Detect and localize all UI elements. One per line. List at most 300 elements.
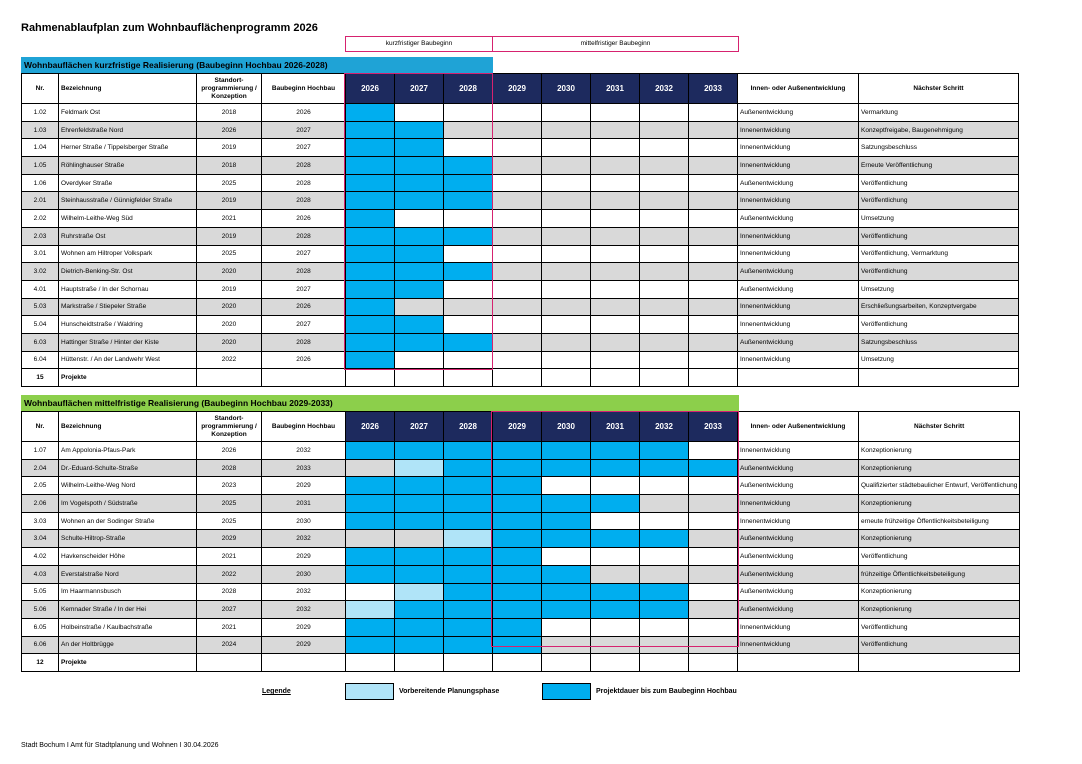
project-count-label: Projekte bbox=[59, 654, 197, 672]
row-next-step: Veröffentlichung bbox=[859, 636, 1020, 654]
summary-empty-cell bbox=[640, 654, 689, 672]
timeline-cell bbox=[640, 459, 689, 477]
row-next-step: Veröffentlichung bbox=[859, 263, 1019, 281]
row-entwicklung: Außenentwicklung bbox=[738, 333, 859, 351]
timeline-cell bbox=[640, 530, 689, 548]
row-entwicklung: Außenentwicklung bbox=[738, 548, 859, 566]
timeline-cell bbox=[591, 530, 640, 548]
table-row bbox=[22, 459, 1020, 477]
row-next-step: Vermarktung bbox=[859, 104, 1019, 122]
timeline-cell bbox=[444, 210, 493, 228]
row-konzeption: 2021 bbox=[197, 210, 262, 228]
row-next-step: Veröffentlichung bbox=[859, 316, 1019, 334]
table-row bbox=[22, 298, 1019, 316]
summary-empty-cell bbox=[197, 369, 262, 387]
timeline-cell bbox=[542, 459, 591, 477]
timeline-cell bbox=[346, 351, 395, 369]
header-year: 2026 bbox=[346, 412, 395, 442]
header-year: 2028 bbox=[444, 74, 493, 104]
timeline-cell bbox=[591, 316, 640, 334]
row-baubeginn: 2033 bbox=[262, 459, 346, 477]
row-konzeption: 2021 bbox=[197, 548, 262, 566]
timeline-cell bbox=[591, 583, 640, 601]
timeline-cell bbox=[395, 121, 444, 139]
timeline-cell bbox=[444, 263, 493, 281]
timeline-cell bbox=[591, 351, 640, 369]
timeline-cell bbox=[542, 548, 591, 566]
timeline-cell bbox=[689, 210, 738, 228]
timeline-cell bbox=[591, 477, 640, 495]
row-next-step: Konzeptionierung bbox=[859, 583, 1020, 601]
row-entwicklung: Außenentwicklung bbox=[738, 601, 859, 619]
row-konzeption: 2020 bbox=[197, 298, 262, 316]
legend-title: Legende bbox=[262, 688, 291, 695]
table-row bbox=[22, 565, 1020, 583]
row-nr: 1.02 bbox=[22, 104, 59, 122]
timeline-cell bbox=[444, 316, 493, 334]
table-row bbox=[22, 104, 1019, 122]
row-next-step: Veröffentlichung, Vermarktung bbox=[859, 245, 1019, 263]
timeline-cell bbox=[395, 280, 444, 298]
row-nr: 2.01 bbox=[22, 192, 59, 210]
timeline-cell bbox=[346, 316, 395, 334]
row-entwicklung: Außenentwicklung bbox=[738, 459, 859, 477]
summary-empty-cell bbox=[640, 369, 689, 387]
mid-section-title: Wohnbauflächen mittelfristige Realisierung (Baubeginn Hochbau 2029-2033) bbox=[21, 395, 739, 411]
timeline-cell bbox=[542, 121, 591, 139]
timeline-cell bbox=[493, 245, 542, 263]
row-konzeption: 2029 bbox=[197, 530, 262, 548]
row-name: Im Haarmannsbusch bbox=[59, 583, 197, 601]
row-baubeginn: 2026 bbox=[262, 298, 346, 316]
row-next-step: Veröffentlichung bbox=[859, 174, 1019, 192]
header-year: 2029 bbox=[493, 74, 542, 104]
timeline-cell bbox=[395, 477, 444, 495]
timeline-cell bbox=[395, 548, 444, 566]
timeline-cell bbox=[542, 351, 591, 369]
timeline-cell bbox=[493, 512, 542, 530]
row-nr: 1.07 bbox=[22, 442, 59, 460]
timeline-cell bbox=[493, 477, 542, 495]
timeline-cell bbox=[640, 139, 689, 157]
timeline-cell bbox=[346, 618, 395, 636]
row-nr: 3.01 bbox=[22, 245, 59, 263]
row-konzeption: 2019 bbox=[197, 280, 262, 298]
timeline-cell bbox=[493, 495, 542, 513]
row-name: Wilhelm-Leithe-Weg Nord bbox=[59, 477, 197, 495]
row-nr: 4.01 bbox=[22, 280, 59, 298]
timeline-cell bbox=[640, 280, 689, 298]
summary-empty-cell bbox=[738, 369, 859, 387]
row-name: Kemnader Straße / In der Hei bbox=[59, 601, 197, 619]
timeline-cell bbox=[346, 636, 395, 654]
timeline-cell bbox=[542, 104, 591, 122]
row-entwicklung: Außenentwicklung bbox=[738, 477, 859, 495]
timeline-cell bbox=[493, 280, 542, 298]
timeline-cell bbox=[689, 477, 738, 495]
timeline-cell bbox=[493, 192, 542, 210]
timeline-cell bbox=[493, 351, 542, 369]
timeline-cell bbox=[542, 565, 591, 583]
timeline-cell bbox=[542, 530, 591, 548]
row-konzeption: 2026 bbox=[197, 121, 262, 139]
timeline-cell bbox=[346, 333, 395, 351]
timeline-cell bbox=[444, 121, 493, 139]
row-next-step: Konzeptionierung bbox=[859, 601, 1020, 619]
timeline-cell bbox=[493, 583, 542, 601]
row-baubeginn: 2027 bbox=[262, 245, 346, 263]
timeline-cell bbox=[542, 245, 591, 263]
row-baubeginn: 2030 bbox=[262, 565, 346, 583]
row-entwicklung: Innenentwicklung bbox=[738, 245, 859, 263]
timeline-cell bbox=[689, 583, 738, 601]
timeline-cell bbox=[346, 157, 395, 175]
table-row bbox=[22, 495, 1020, 513]
row-next-step: Konzeptfreigabe, Baugenehmigung bbox=[859, 121, 1019, 139]
row-konzeption: 2018 bbox=[197, 157, 262, 175]
timeline-cell bbox=[346, 495, 395, 513]
mid-term-legend: mittelfristiger Baubeginn bbox=[492, 36, 739, 52]
timeline-cell bbox=[591, 227, 640, 245]
timeline-cell bbox=[689, 333, 738, 351]
timeline-cell bbox=[493, 459, 542, 477]
timeline-cell bbox=[346, 280, 395, 298]
timeline-cell bbox=[395, 104, 444, 122]
row-entwicklung: Innenentwicklung bbox=[738, 618, 859, 636]
timeline-cell bbox=[346, 565, 395, 583]
row-baubeginn: 2029 bbox=[262, 636, 346, 654]
timeline-cell bbox=[689, 442, 738, 460]
table-row bbox=[22, 316, 1019, 334]
timeline-cell bbox=[591, 245, 640, 263]
row-nr: 6.03 bbox=[22, 333, 59, 351]
timeline-cell bbox=[542, 512, 591, 530]
table-row bbox=[22, 601, 1020, 619]
row-baubeginn: 2032 bbox=[262, 601, 346, 619]
timeline-cell bbox=[395, 459, 444, 477]
timeline-cell bbox=[689, 601, 738, 619]
timeline-cell bbox=[346, 227, 395, 245]
timeline-cell bbox=[640, 583, 689, 601]
row-name: Herner Straße / Tippelsberger Straße bbox=[59, 139, 197, 157]
row-next-step: Veröffentlichung bbox=[859, 227, 1019, 245]
legend-full-label: Projektdauer bis zum Baubeginn Hochbau bbox=[596, 688, 737, 695]
row-next-step: Erneute Veröffentlichung bbox=[859, 157, 1019, 175]
timeline-cell bbox=[444, 477, 493, 495]
timeline-cell bbox=[395, 245, 444, 263]
row-next-step: Satzungsbeschluss bbox=[859, 333, 1019, 351]
timeline-cell bbox=[640, 618, 689, 636]
summary-empty-cell bbox=[738, 654, 859, 672]
row-name: Dietrich-Benking-Str. Ost bbox=[59, 263, 197, 281]
timeline-cell bbox=[689, 512, 738, 530]
timeline-cell bbox=[493, 104, 542, 122]
row-nr: 1.04 bbox=[22, 139, 59, 157]
summary-empty-cell bbox=[542, 654, 591, 672]
row-nr: 4.03 bbox=[22, 565, 59, 583]
project-count-label: Projekte bbox=[59, 369, 197, 387]
table-row bbox=[22, 548, 1020, 566]
row-konzeption: 2019 bbox=[197, 139, 262, 157]
row-baubeginn: 2032 bbox=[262, 530, 346, 548]
timeline-cell bbox=[689, 351, 738, 369]
timeline-cell bbox=[444, 157, 493, 175]
timeline-cell bbox=[542, 227, 591, 245]
row-name: Hunscheidtstraße / Waldring bbox=[59, 316, 197, 334]
table-row bbox=[22, 280, 1019, 298]
row-nr: 3.02 bbox=[22, 263, 59, 281]
row-baubeginn: 2028 bbox=[262, 157, 346, 175]
row-baubeginn: 2027 bbox=[262, 280, 346, 298]
row-baubeginn: 2031 bbox=[262, 495, 346, 513]
summary-empty-cell bbox=[346, 654, 395, 672]
timeline-cell bbox=[444, 565, 493, 583]
timeline-cell bbox=[689, 121, 738, 139]
timeline-cell bbox=[689, 280, 738, 298]
header-year: 2032 bbox=[640, 412, 689, 442]
header-year: 2031 bbox=[591, 412, 640, 442]
timeline-cell bbox=[689, 263, 738, 281]
header-year: 2026 bbox=[346, 74, 395, 104]
row-name: Feldmark Ost bbox=[59, 104, 197, 122]
timeline-cell bbox=[542, 210, 591, 228]
project-count: 12 bbox=[22, 654, 59, 672]
row-nr: 5.04 bbox=[22, 316, 59, 334]
timeline-cell bbox=[493, 565, 542, 583]
row-name: Steinhausstraße / Günnigfelder Straße bbox=[59, 192, 197, 210]
row-konzeption: 2022 bbox=[197, 565, 262, 583]
timeline-cell bbox=[542, 333, 591, 351]
timeline-cell bbox=[689, 530, 738, 548]
timeline-cell bbox=[395, 139, 444, 157]
timeline-cell bbox=[346, 104, 395, 122]
timeline-cell bbox=[640, 565, 689, 583]
timeline-cell bbox=[542, 618, 591, 636]
row-baubeginn: 2027 bbox=[262, 316, 346, 334]
row-nr: 6.05 bbox=[22, 618, 59, 636]
row-name: Röhlinghauser Straße bbox=[59, 157, 197, 175]
row-nr: 5.03 bbox=[22, 298, 59, 316]
table-row bbox=[22, 210, 1019, 228]
row-entwicklung: Innenentwicklung bbox=[738, 298, 859, 316]
timeline-cell bbox=[444, 280, 493, 298]
row-nr: 2.02 bbox=[22, 210, 59, 228]
row-baubeginn: 2029 bbox=[262, 618, 346, 636]
row-baubeginn: 2028 bbox=[262, 263, 346, 281]
timeline-cell bbox=[542, 157, 591, 175]
timeline-cell bbox=[640, 601, 689, 619]
timeline-cell bbox=[591, 618, 640, 636]
row-name: Havkenscheider Höhe bbox=[59, 548, 197, 566]
timeline-cell bbox=[542, 477, 591, 495]
row-name: Holbeinstraße / Kaulbachstraße bbox=[59, 618, 197, 636]
row-next-step: Konzeptionierung bbox=[859, 442, 1020, 460]
row-entwicklung: Innenentwicklung bbox=[738, 157, 859, 175]
row-entwicklung: Außenentwicklung bbox=[738, 583, 859, 601]
timeline-cell bbox=[591, 601, 640, 619]
row-name: Markstraße / Stiepeler Straße bbox=[59, 298, 197, 316]
header-year: 2030 bbox=[542, 412, 591, 442]
timeline-cell bbox=[493, 263, 542, 281]
timeline-cell bbox=[346, 459, 395, 477]
table-row bbox=[22, 157, 1019, 175]
timeline-cell bbox=[542, 601, 591, 619]
timeline-cell bbox=[444, 495, 493, 513]
timeline-cell bbox=[444, 333, 493, 351]
timeline-cell bbox=[689, 174, 738, 192]
timeline-cell bbox=[395, 333, 444, 351]
timeline-cell bbox=[689, 548, 738, 566]
timeline-cell bbox=[591, 298, 640, 316]
timeline-cell bbox=[640, 227, 689, 245]
row-entwicklung: Innenentwicklung bbox=[738, 121, 859, 139]
timeline-cell bbox=[395, 351, 444, 369]
row-name: Wohnen an der Sodinger Straße bbox=[59, 512, 197, 530]
table-row bbox=[22, 618, 1020, 636]
row-baubeginn: 2026 bbox=[262, 104, 346, 122]
table-row bbox=[22, 477, 1020, 495]
summary-empty-cell bbox=[197, 654, 262, 672]
timeline-cell bbox=[689, 565, 738, 583]
timeline-cell bbox=[444, 227, 493, 245]
timeline-cell bbox=[542, 316, 591, 334]
timeline-cell bbox=[493, 530, 542, 548]
table-row bbox=[22, 174, 1019, 192]
timeline-cell bbox=[591, 121, 640, 139]
header-year: 2030 bbox=[542, 74, 591, 104]
timeline-cell bbox=[493, 298, 542, 316]
timeline-cell bbox=[493, 548, 542, 566]
row-name: Am Appolonia-Pfaus-Park bbox=[59, 442, 197, 460]
row-konzeption: 2027 bbox=[197, 601, 262, 619]
short-section-title: Wohnbauflächen kurzfristige Realisierung (Baubeginn Hochbau 2026-2028) bbox=[21, 57, 493, 73]
row-nr: 4.02 bbox=[22, 548, 59, 566]
row-next-step: Konzeptionierung bbox=[859, 459, 1020, 477]
timeline-cell bbox=[493, 121, 542, 139]
timeline-cell bbox=[640, 157, 689, 175]
timeline-cell bbox=[640, 333, 689, 351]
short-term-legend: kurzfristiger Baubeginn bbox=[345, 36, 493, 52]
timeline-cell bbox=[640, 210, 689, 228]
header-year: 2027 bbox=[395, 412, 444, 442]
timeline-cell bbox=[640, 495, 689, 513]
row-nr: 3.04 bbox=[22, 530, 59, 548]
timeline-cell bbox=[395, 601, 444, 619]
row-entwicklung: Innenentwicklung bbox=[738, 636, 859, 654]
timeline-cell bbox=[542, 174, 591, 192]
row-entwicklung: Innenentwicklung bbox=[738, 442, 859, 460]
timeline-cell bbox=[493, 333, 542, 351]
timeline-cell bbox=[346, 139, 395, 157]
header-name: Bezeichnung bbox=[59, 412, 197, 442]
row-baubeginn: 2029 bbox=[262, 548, 346, 566]
row-next-step: Qualifizierter städtebaulicher Entwurf, Veröffentlichung bbox=[859, 477, 1020, 495]
row-next-step: Satzungsbeschluss bbox=[859, 139, 1019, 157]
header-row bbox=[22, 412, 1020, 442]
row-nr: 5.06 bbox=[22, 601, 59, 619]
row-konzeption: 2025 bbox=[197, 495, 262, 513]
timeline-cell bbox=[395, 530, 444, 548]
timeline-cell bbox=[689, 157, 738, 175]
row-konzeption: 2019 bbox=[197, 227, 262, 245]
row-konzeption: 2024 bbox=[197, 636, 262, 654]
timeline-cell bbox=[444, 512, 493, 530]
row-konzeption: 2028 bbox=[197, 459, 262, 477]
row-entwicklung: Innenentwicklung bbox=[738, 316, 859, 334]
timeline-cell bbox=[493, 316, 542, 334]
timeline-cell bbox=[493, 227, 542, 245]
timeline-cell bbox=[493, 618, 542, 636]
timeline-cell bbox=[591, 565, 640, 583]
row-konzeption: 2020 bbox=[197, 316, 262, 334]
summary-empty-cell bbox=[591, 369, 640, 387]
header-nr: Nr. bbox=[22, 412, 59, 442]
timeline-cell bbox=[542, 280, 591, 298]
table-row bbox=[22, 442, 1020, 460]
timeline-cell bbox=[444, 139, 493, 157]
timeline-cell bbox=[395, 157, 444, 175]
summary-empty-cell bbox=[542, 369, 591, 387]
row-baubeginn: 2028 bbox=[262, 192, 346, 210]
timeline-cell bbox=[689, 459, 738, 477]
row-entwicklung: Innenentwicklung bbox=[738, 192, 859, 210]
timeline-cell bbox=[689, 245, 738, 263]
timeline-cell bbox=[444, 442, 493, 460]
row-konzeption: 2023 bbox=[197, 477, 262, 495]
summary-empty-cell bbox=[493, 654, 542, 672]
timeline-cell bbox=[591, 495, 640, 513]
row-next-step: Veröffentlichung bbox=[859, 618, 1020, 636]
timeline-cell bbox=[395, 192, 444, 210]
summary-empty-cell bbox=[262, 369, 346, 387]
timeline-cell bbox=[640, 263, 689, 281]
header-standort: Standort- programmierung / Konzeption bbox=[197, 74, 262, 104]
timeline-cell bbox=[444, 245, 493, 263]
timeline-cell bbox=[640, 636, 689, 654]
timeline-cell bbox=[689, 636, 738, 654]
row-konzeption: 2028 bbox=[197, 583, 262, 601]
timeline-cell bbox=[591, 139, 640, 157]
table-row bbox=[22, 530, 1020, 548]
row-konzeption: 2020 bbox=[197, 263, 262, 281]
row-nr: 2.05 bbox=[22, 477, 59, 495]
row-name: Wilhelm-Leithe-Weg Süd bbox=[59, 210, 197, 228]
table-row bbox=[22, 333, 1019, 351]
timeline-cell bbox=[493, 210, 542, 228]
timeline-cell bbox=[591, 104, 640, 122]
timeline-cell bbox=[640, 548, 689, 566]
legend-full-swatch bbox=[542, 683, 591, 700]
timeline-cell bbox=[346, 530, 395, 548]
row-nr: 2.06 bbox=[22, 495, 59, 513]
row-konzeption: 2018 bbox=[197, 104, 262, 122]
timeline-cell bbox=[640, 442, 689, 460]
timeline-cell bbox=[591, 512, 640, 530]
timeline-cell bbox=[591, 157, 640, 175]
timeline-cell bbox=[591, 636, 640, 654]
timeline-cell bbox=[395, 298, 444, 316]
timeline-cell bbox=[689, 227, 738, 245]
table-row bbox=[22, 512, 1020, 530]
timeline-cell bbox=[542, 495, 591, 513]
table-row bbox=[22, 263, 1019, 281]
summary-empty-cell bbox=[859, 369, 1019, 387]
timeline-cell bbox=[689, 298, 738, 316]
header-year: 2032 bbox=[640, 74, 689, 104]
timeline-cell bbox=[640, 174, 689, 192]
timeline-cell bbox=[640, 512, 689, 530]
row-name: Schulte-Hiltrop-Straße bbox=[59, 530, 197, 548]
